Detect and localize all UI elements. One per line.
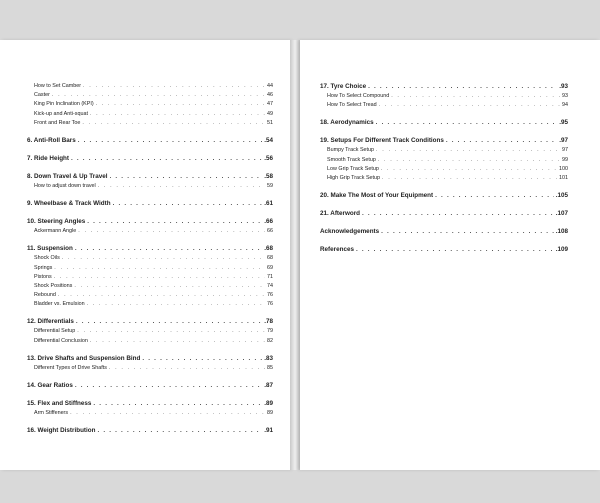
toc-page-number: 51: [267, 119, 273, 126]
toc-page-number: .66: [264, 218, 273, 226]
toc-page-number: .89: [264, 400, 273, 407]
toc-dot-leader: [96, 100, 265, 109]
toc-page-number: .105: [555, 192, 568, 200]
toc-entry-title: King Pin Inclination (KPI): [34, 101, 94, 108]
toc-section-entry: [27, 337, 273, 346]
toc-entry-title: Caster: [34, 92, 50, 99]
toc-dot-leader: [62, 254, 265, 263]
toc-dot-leader: [58, 291, 265, 300]
toc-dot-leader: [75, 381, 262, 391]
toc-entry-title: Bumpy Track Setup: [327, 147, 375, 154]
toc-page-number: 69: [267, 264, 273, 271]
toc-page-number: .109: [555, 246, 568, 254]
toc-dot-leader: [368, 82, 557, 92]
toc-dot-leader: [54, 273, 265, 282]
toc-page-number: .95: [559, 119, 568, 127]
toc-entry-title: 10. Steering Angles: [27, 218, 86, 226]
toc-page-number: 89: [267, 410, 273, 416]
toc-dot-leader: [76, 317, 262, 327]
toc-entry-title: Low Grip Track Setup: [327, 165, 379, 172]
toc-dot-leader: [362, 209, 554, 219]
toc-entry-title: 9. Wheelbase & Track Width: [27, 200, 111, 208]
toc-chapter-entry: [27, 381, 273, 391]
toc-dot-leader: [87, 217, 262, 227]
toc-page-number: 46: [267, 92, 273, 99]
toc-entry-title: Front and Rear Toe: [34, 119, 81, 126]
toc-dot-leader: [77, 327, 265, 336]
toc-chapter-entry: [320, 209, 568, 219]
toc-entry-title: 17. Tyre Choice: [320, 83, 367, 90]
toc-page-number: 79: [267, 328, 273, 335]
toc-entry-title: 21. Afterword: [320, 210, 361, 218]
toc-chapter-entry: [320, 118, 568, 128]
toc-entry-title: 14. Gear Ratios: [27, 382, 73, 389]
toc-entry-title: 6. Anti-Roll Bars: [27, 136, 76, 144]
toc-dot-leader: [379, 101, 560, 110]
toc-page-number: .58: [264, 172, 273, 180]
toc-entry-title: Shock Oils: [34, 255, 60, 262]
toc-dot-leader: [113, 199, 263, 209]
toc-entry-title: Acknowledgements: [320, 228, 380, 236]
toc-entry-title: Springs: [34, 264, 53, 271]
toc-page-number: .61: [264, 200, 273, 208]
toc-page-number: 47: [267, 101, 273, 108]
toc-chapter-entry: [27, 172, 273, 182]
toc-dot-leader: [78, 227, 265, 236]
toc-page-number: 85: [267, 364, 273, 371]
toc-chapter-entry: [320, 82, 568, 92]
toc-dot-leader: [382, 174, 557, 183]
toc-dot-leader: [54, 264, 265, 273]
toc-entry-title: 19. Setups For Different Track Conditions: [320, 137, 444, 145]
toc-page-number: 76: [267, 292, 273, 299]
toc-dot-leader: [82, 119, 265, 128]
toc-entry-title: 18. Aerodynamics: [320, 119, 374, 127]
toc-section-entry: [27, 364, 273, 373]
toc-page-number: .107: [555, 210, 568, 218]
toc-page-number: 71: [267, 273, 273, 280]
toc-page-number: 59: [267, 182, 273, 189]
toc-chapter-entry: [320, 245, 568, 255]
toc-dot-leader: [97, 426, 262, 436]
toc-page-number: 74: [267, 282, 273, 289]
toc-entry-title: 11. Suspension: [27, 245, 73, 253]
toc-entry-title: Ackermann Angle: [34, 228, 77, 235]
toc-section-entry: [27, 264, 273, 273]
toc-dot-leader: [142, 354, 262, 364]
toc-page-number: 68: [267, 255, 273, 262]
toc-dot-leader: [378, 156, 560, 165]
toc-entry-title: How to Set Camber: [34, 83, 82, 89]
toc-page-number: .108: [555, 228, 568, 236]
toc-dot-leader: [376, 146, 560, 155]
toc-dot-leader: [356, 245, 554, 255]
toc-dot-leader: [381, 165, 557, 174]
toc-dot-leader: [75, 244, 262, 254]
toc-chapter-entry: [27, 136, 273, 146]
toc-entry-title: Rebound: [34, 292, 56, 299]
toc-entry-title: How To Select Compound: [327, 93, 390, 99]
toc-page-number: 82: [267, 337, 273, 344]
toc-chapter-entry: [27, 399, 273, 409]
toc-section-entry: [320, 174, 568, 183]
toc-entry-title: 20. Make The Most of Your Equipment: [320, 192, 434, 200]
toc-page-number: 49: [267, 110, 273, 117]
toc-dot-leader: [83, 82, 265, 91]
toc-page-number: .93: [559, 83, 568, 90]
toc-section-entry: [27, 327, 273, 336]
toc-entry-title: High Grip Track Setup: [327, 174, 381, 181]
toc-chapter-entry: [27, 426, 273, 436]
toc-page-number: 76: [267, 301, 273, 308]
toc-dot-leader: [71, 154, 262, 164]
toc-chapter-entry: [27, 354, 273, 364]
toc-page-number: .78: [264, 318, 273, 326]
toc-entry-title: 12. Differentials: [27, 318, 74, 326]
toc-dot-leader: [78, 136, 262, 146]
toc-section-entry: [27, 409, 273, 418]
toc-chapter-entry: [320, 136, 568, 146]
toc-dot-leader: [391, 92, 560, 101]
toc-section-entry: [27, 227, 273, 236]
toc-page-number: .68: [264, 245, 273, 253]
toc-page-number: 100: [559, 165, 568, 172]
toc-entry-title: Shock Positions: [34, 282, 73, 289]
toc-chapter-entry: [320, 191, 568, 201]
toc-section-entry: [320, 156, 568, 165]
toc-page-number: 44: [267, 83, 273, 89]
toc-page-number: 97: [562, 147, 568, 154]
toc-dot-leader: [376, 118, 558, 128]
toc-section-entry: [27, 182, 273, 191]
toc-entry-title: Differential Setup: [34, 328, 76, 335]
toc-page-number: 66: [267, 228, 273, 235]
toc-entry-title: Bladder vs. Emulsion: [34, 301, 85, 308]
toc-page-number: 94: [562, 102, 568, 109]
toc-section-entry: [27, 282, 273, 291]
toc-dot-leader: [98, 182, 265, 191]
toc-section-entry: [27, 300, 273, 309]
toc-section-entry: [27, 273, 273, 282]
toc-chapter-entry: [27, 244, 273, 254]
toc-entry-title: Kick-up and Anti-squat: [34, 110, 88, 117]
left-page: [0, 40, 290, 470]
toc-entry-title: 15. Flex and Stiffness: [27, 400, 92, 407]
toc-page-number: .83: [264, 354, 273, 362]
toc-dot-leader: [446, 136, 557, 146]
toc-entry-title: Arm Stiffeners: [34, 410, 69, 416]
toc-section-entry: [320, 101, 568, 110]
toc-chapter-entry: [27, 199, 273, 209]
toc-dot-leader: [52, 91, 265, 100]
toc-dot-leader: [87, 300, 265, 309]
toc-entry-title: 16. Weight Distribution: [27, 427, 96, 435]
toc-entry-title: Differential Conclusion: [34, 337, 88, 344]
right-page: [300, 40, 600, 470]
toc-chapter-entry: [27, 154, 273, 164]
toc-entry-title: References: [320, 246, 354, 254]
toc-section-entry: [27, 119, 273, 128]
toc-page-number: .87: [264, 382, 273, 389]
toc-page-number: 99: [562, 156, 568, 163]
toc-entry-title: 8. Down Travel & Up Travel: [27, 172, 108, 180]
book-spine: [290, 40, 300, 470]
toc-dot-leader: [90, 337, 265, 346]
toc-page-number: 101: [559, 174, 568, 181]
toc-section-entry: [27, 254, 273, 263]
toc-dot-leader: [435, 191, 554, 201]
toc-entry-title: Pistons: [34, 273, 52, 280]
toc-section-entry: [27, 91, 273, 100]
toc-entry-title: Smooth Track Setup: [327, 156, 376, 163]
toc-page-number: .97: [559, 137, 568, 145]
toc-page-number: .54: [264, 136, 273, 144]
toc-list-right: [320, 82, 568, 255]
toc-section-entry: [320, 165, 568, 174]
toc-page-number: .91: [264, 427, 273, 435]
toc-entry-title: How To Select Tread: [327, 102, 377, 109]
toc-section-entry: [320, 92, 568, 101]
toc-dot-leader: [381, 227, 554, 237]
toc-dot-leader: [109, 364, 265, 373]
toc-entry-title: How to adjust down travel: [34, 182, 96, 189]
toc-dot-leader: [93, 399, 262, 409]
toc-section-entry: [27, 110, 273, 119]
toc-page-number: 93: [562, 93, 568, 99]
toc-chapter-entry: [27, 217, 273, 227]
toc-section-entry: [27, 291, 273, 300]
toc-chapter-entry: [320, 227, 568, 237]
toc-dot-leader: [110, 172, 263, 182]
toc-dot-leader: [74, 282, 265, 291]
toc-entry-title: Different Types of Drive Shafts: [34, 364, 107, 371]
toc-dot-leader: [70, 409, 265, 418]
toc-section-entry: [27, 82, 273, 91]
toc-list-left: [27, 82, 273, 436]
toc-section-entry: [320, 146, 568, 155]
toc-page-number: .56: [264, 154, 273, 162]
toc-chapter-entry: [27, 317, 273, 327]
toc-entry-title: 7. Ride Height: [27, 154, 69, 162]
toc-entry-title: 13. Drive Shafts and Suspension Bind: [27, 354, 141, 362]
toc-dot-leader: [90, 110, 265, 119]
toc-section-entry: [27, 100, 273, 109]
